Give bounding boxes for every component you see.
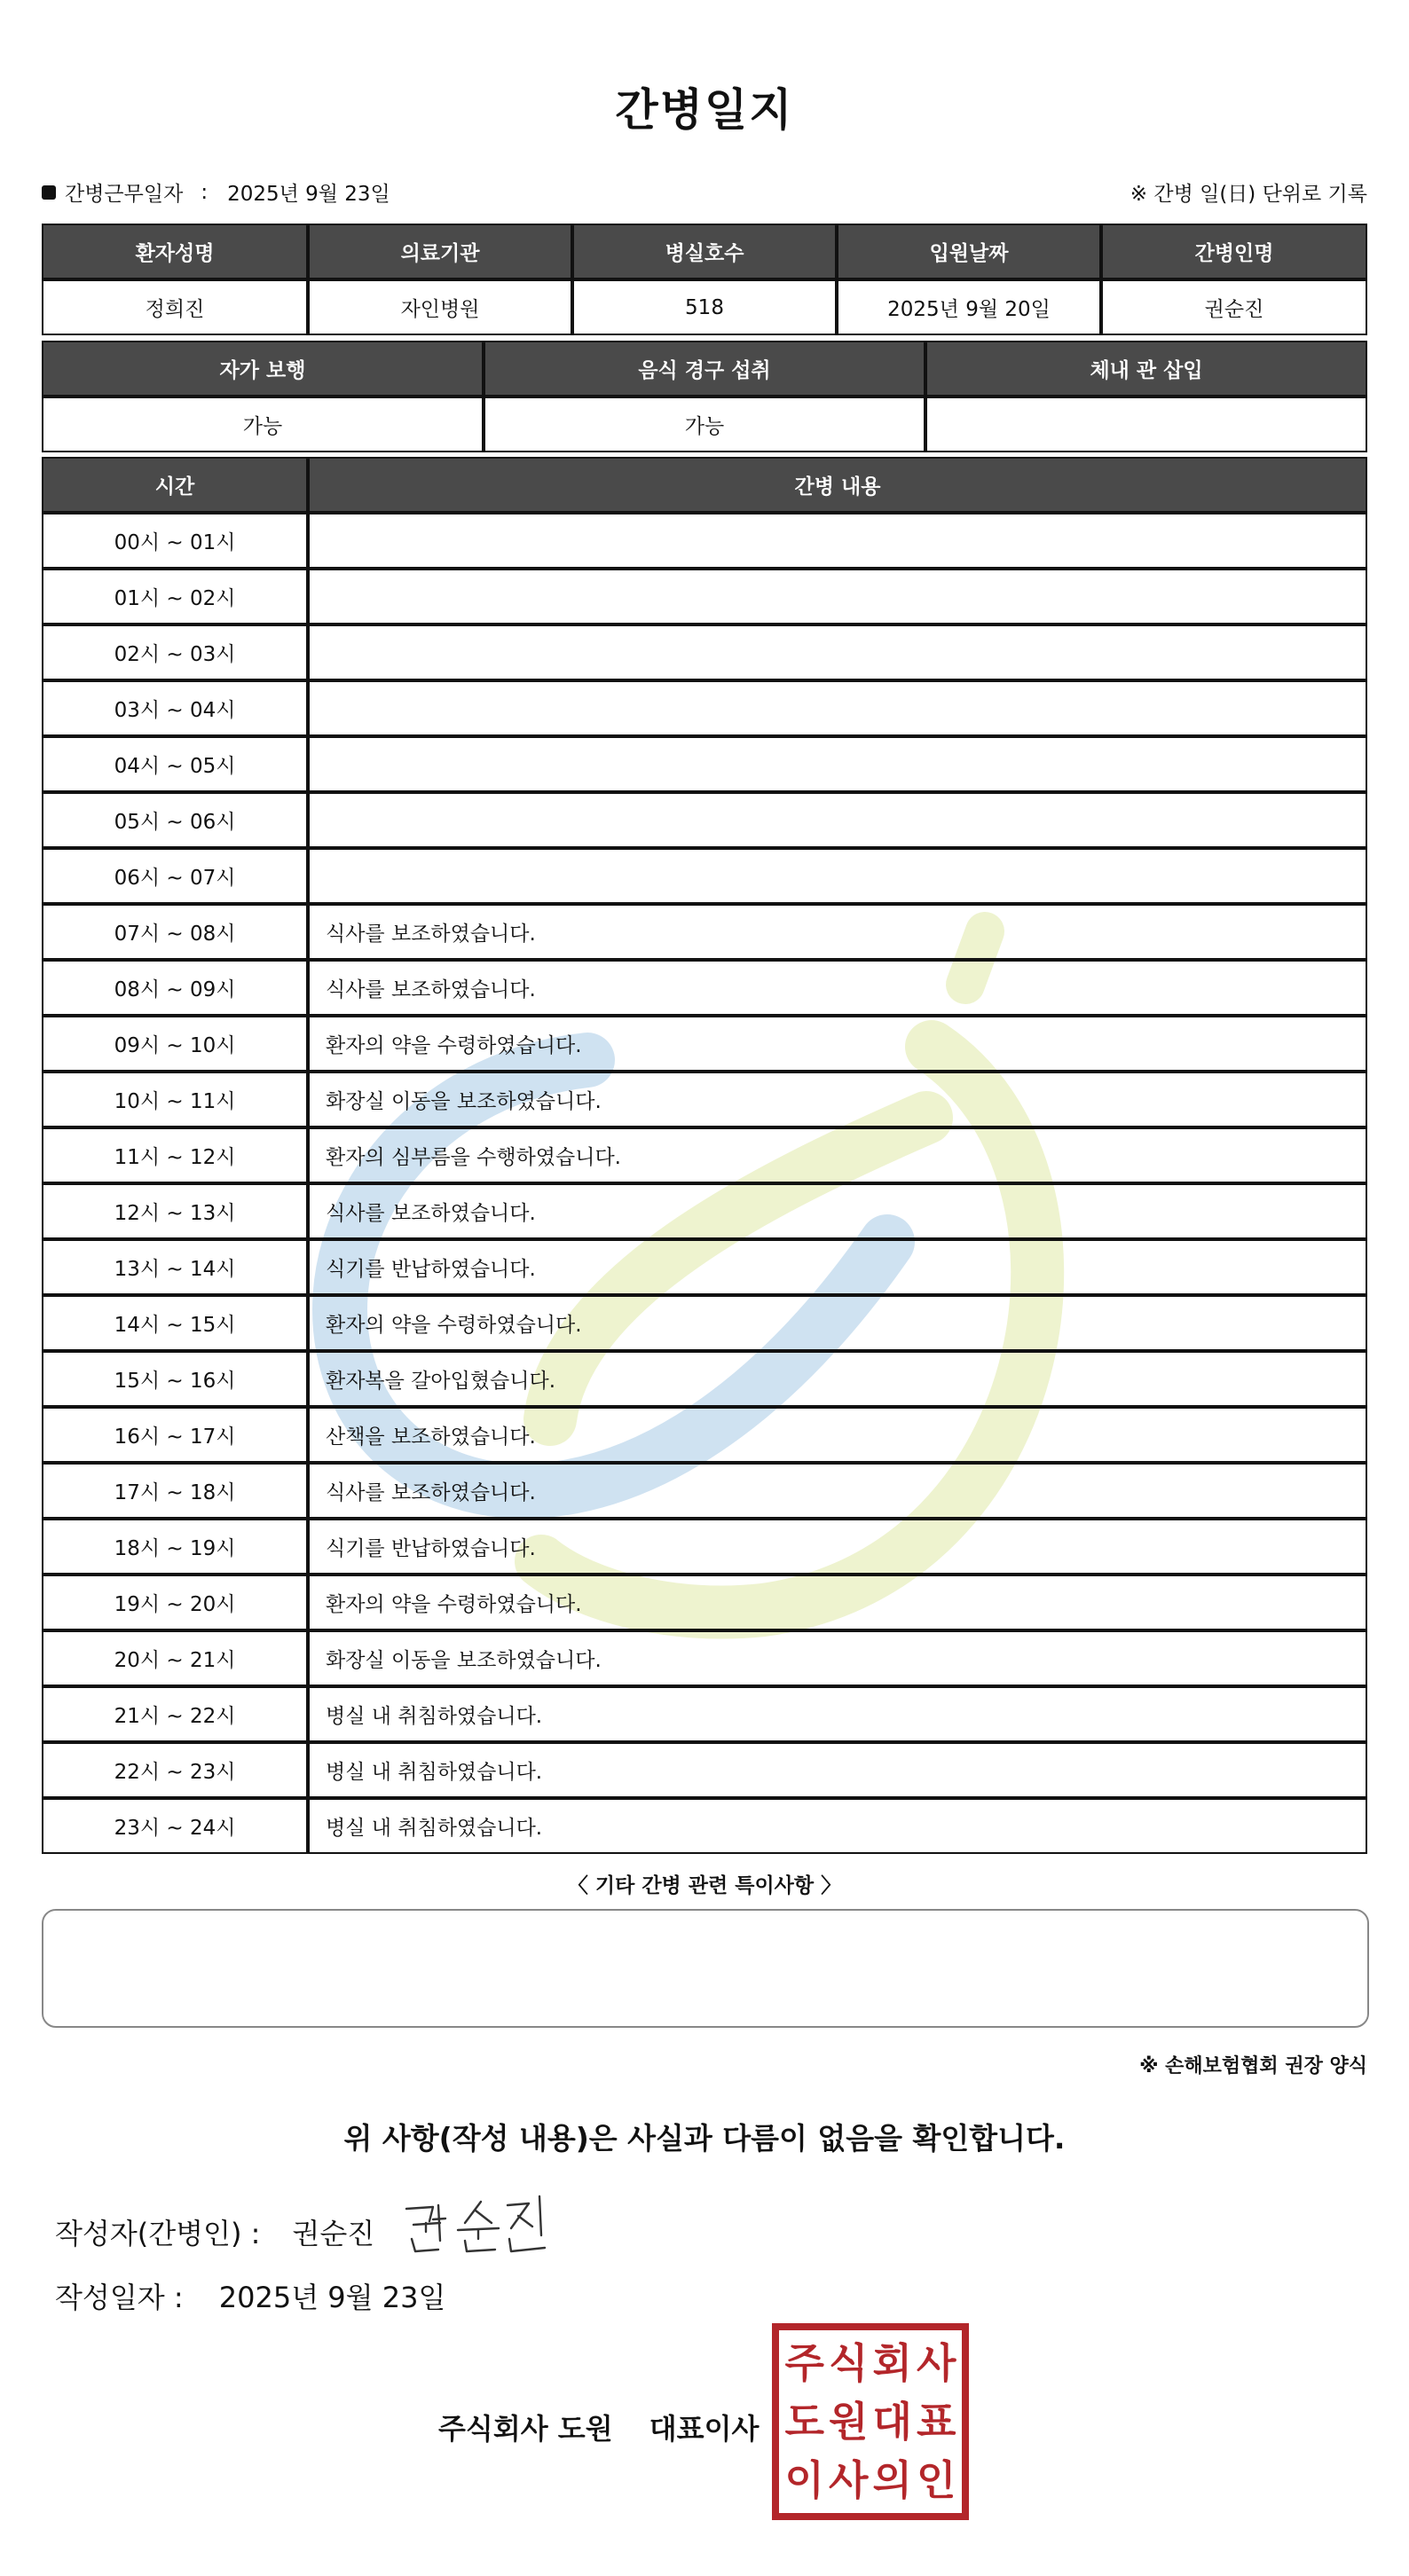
care-log-table [42,457,1367,1854]
row-content [308,792,1367,848]
row-time: 05시 ~ 06시 [42,792,308,848]
table-row [42,1798,1367,1854]
row-time: 01시 ~ 02시 [42,569,308,624]
row-time: 21시 ~ 22시 [42,1686,308,1742]
written-date-label: 작성일자 : [55,2281,184,2314]
row-time: 03시 ~ 04시 [42,680,308,736]
row-content: 식사를 보조하였습니다. [308,1183,1367,1239]
table-row [42,1407,1367,1463]
row-content: 환자의 심부름을 수행하였습니다. [308,1127,1367,1183]
handwritten-signature [399,2189,559,2260]
row-content: 환자의 약을 수령하였습니다. [308,1295,1367,1351]
table-row [42,1072,1367,1127]
bullet-square-icon [42,185,56,200]
seal-char: 인 [917,2456,956,2504]
table-row [42,1239,1367,1295]
header-admission-date: 입원날짜 [837,224,1101,279]
row-content [308,848,1367,904]
row-content [308,513,1367,569]
table-row [42,1127,1367,1183]
table-row [42,1575,1367,1630]
table-row [42,513,1367,569]
unit-note: ※ 간병 일(日) 단위로 기록 [1130,183,1367,206]
seal-char: 표 [917,2398,956,2446]
row-time: 09시 ~ 10시 [42,1016,308,1072]
written-date-value: 2025년 9월 23일 [218,2281,446,2314]
row-time: 23시 ~ 24시 [42,1798,308,1854]
seal-char: 의 [872,2456,912,2504]
seal-char: 이 [784,2456,824,2504]
header-hospital: 의료기관 [308,224,572,279]
written-date-line [55,2275,445,2316]
row-time: 10시 ~ 11시 [42,1072,308,1127]
special-notes-box[interactable] [42,1909,1369,2028]
patient-name: 정희진 [42,279,308,335]
special-notes-title: 〈 기타 간병 관련 특이사항 〉 [567,1874,842,1897]
row-content: 병실 내 취침하였습니다. [308,1798,1367,1854]
walking-status: 가능 [42,397,484,452]
row-time: 16시 ~ 17시 [42,1407,308,1463]
table-row [42,848,1367,904]
company-line [438,2407,759,2447]
table-row [42,1183,1367,1239]
row-time: 07시 ~ 08시 [42,904,308,960]
header-care-content: 간병 내용 [308,457,1367,513]
seal-char: 원 [829,2398,869,2446]
table-row [42,792,1367,848]
work-date-separator: : [201,180,209,204]
row-time: 13시 ~ 14시 [42,1239,308,1295]
header-caregiver-name: 간병인명 [1101,224,1367,279]
writer-line [55,2211,374,2252]
seal-char: 대 [872,2398,912,2446]
row-content: 식기를 반납하였습니다. [308,1519,1367,1575]
table-row [42,1351,1367,1407]
tube-insertion-status [925,397,1367,452]
row-content [308,569,1367,624]
work-date-label: 간병근무일자 [65,183,184,206]
form-source-note: ※ 손해보험협회 권장 양식 [1139,2055,1367,2077]
row-time: 15시 ~ 16시 [42,1351,308,1407]
row-content: 식사를 보조하였습니다. [308,1463,1367,1519]
confirmation-statement: 위 사항(작성 내용)은 사실과 다름이 없음을 확인합니다. [343,2121,1066,2156]
work-date-value: 2025년 9월 23일 [227,183,390,206]
table-row [42,1295,1367,1351]
table-row [42,680,1367,736]
table-row [42,736,1367,792]
row-time: 20시 ~ 21시 [42,1630,308,1686]
seal-char: 식 [829,2339,869,2387]
header-oral-intake: 음식 경구 섭취 [484,341,925,397]
writer-name: 권순진 [292,2217,375,2250]
oral-intake-status: 가능 [484,397,925,452]
table-row [42,624,1367,680]
row-content [308,680,1367,736]
room-number: 518 [572,279,837,335]
header-time: 시간 [42,457,308,513]
row-time: 12시 ~ 13시 [42,1183,308,1239]
document-title: 간병일지 [615,84,794,136]
row-content: 병실 내 취침하였습니다. [308,1686,1367,1742]
row-time: 18시 ~ 19시 [42,1519,308,1575]
table-row [42,1463,1367,1519]
caregiver-name: 권순진 [1101,279,1367,335]
status-table [42,341,1367,452]
row-time: 17시 ~ 18시 [42,1463,308,1519]
row-time: 00시 ~ 01시 [42,513,308,569]
row-content [308,624,1367,680]
table-row [42,569,1367,624]
row-time: 22시 ~ 23시 [42,1742,308,1798]
row-content: 화장실 이동을 보조하였습니다. [308,1630,1367,1686]
row-content: 산책을 보조하였습니다. [308,1407,1367,1463]
row-time: 02시 ~ 03시 [42,624,308,680]
header-patient-name: 환자성명 [42,224,308,279]
row-time: 11시 ~ 12시 [42,1127,308,1183]
seal-char: 도 [784,2398,824,2446]
hospital-name: 자인병원 [308,279,572,335]
row-content: 환자복을 갈아입혔습니다. [308,1351,1367,1407]
row-content: 화장실 이동을 보조하였습니다. [308,1072,1367,1127]
row-content: 환자의 약을 수령하였습니다. [308,1016,1367,1072]
table-row [42,904,1367,960]
table-row [42,1016,1367,1072]
seal-characters [783,2334,958,2509]
table-row [42,1630,1367,1686]
company-seal-stamp [772,2323,969,2520]
admission-date: 2025년 9월 20일 [837,279,1101,335]
work-date [42,177,390,207]
seal-char: 주 [784,2339,824,2387]
row-content: 식사를 보조하였습니다. [308,904,1367,960]
row-time: 14시 ~ 15시 [42,1295,308,1351]
row-time: 08시 ~ 09시 [42,960,308,1016]
row-content [308,736,1367,792]
info-row [42,177,1367,213]
header-room: 병실호수 [572,224,837,279]
table-row [42,960,1367,1016]
writer-label: 작성자(간병인) : [55,2217,261,2250]
table-row [42,1742,1367,1798]
header-walking: 자가 보행 [42,341,484,397]
row-time: 19시 ~ 20시 [42,1575,308,1630]
seal-char: 회 [872,2339,912,2387]
table-row [42,1686,1367,1742]
header-tube-insertion: 체내 관 삽입 [925,341,1367,397]
row-time: 04시 ~ 05시 [42,736,308,792]
row-time: 06시 ~ 07시 [42,848,308,904]
table-row [42,1519,1367,1575]
row-content: 환자의 약을 수령하였습니다. [308,1575,1367,1630]
seal-char: 사 [917,2339,956,2387]
row-content: 병실 내 취침하였습니다. [308,1742,1367,1798]
representative-title: 대표이사 [649,2412,760,2446]
row-content: 식기를 반납하였습니다. [308,1239,1367,1295]
row-content: 식사를 보조하였습니다. [308,960,1367,1016]
seal-char: 사 [829,2456,869,2504]
patient-table [42,224,1367,335]
company-name: 주식회사 도원 [438,2412,613,2446]
